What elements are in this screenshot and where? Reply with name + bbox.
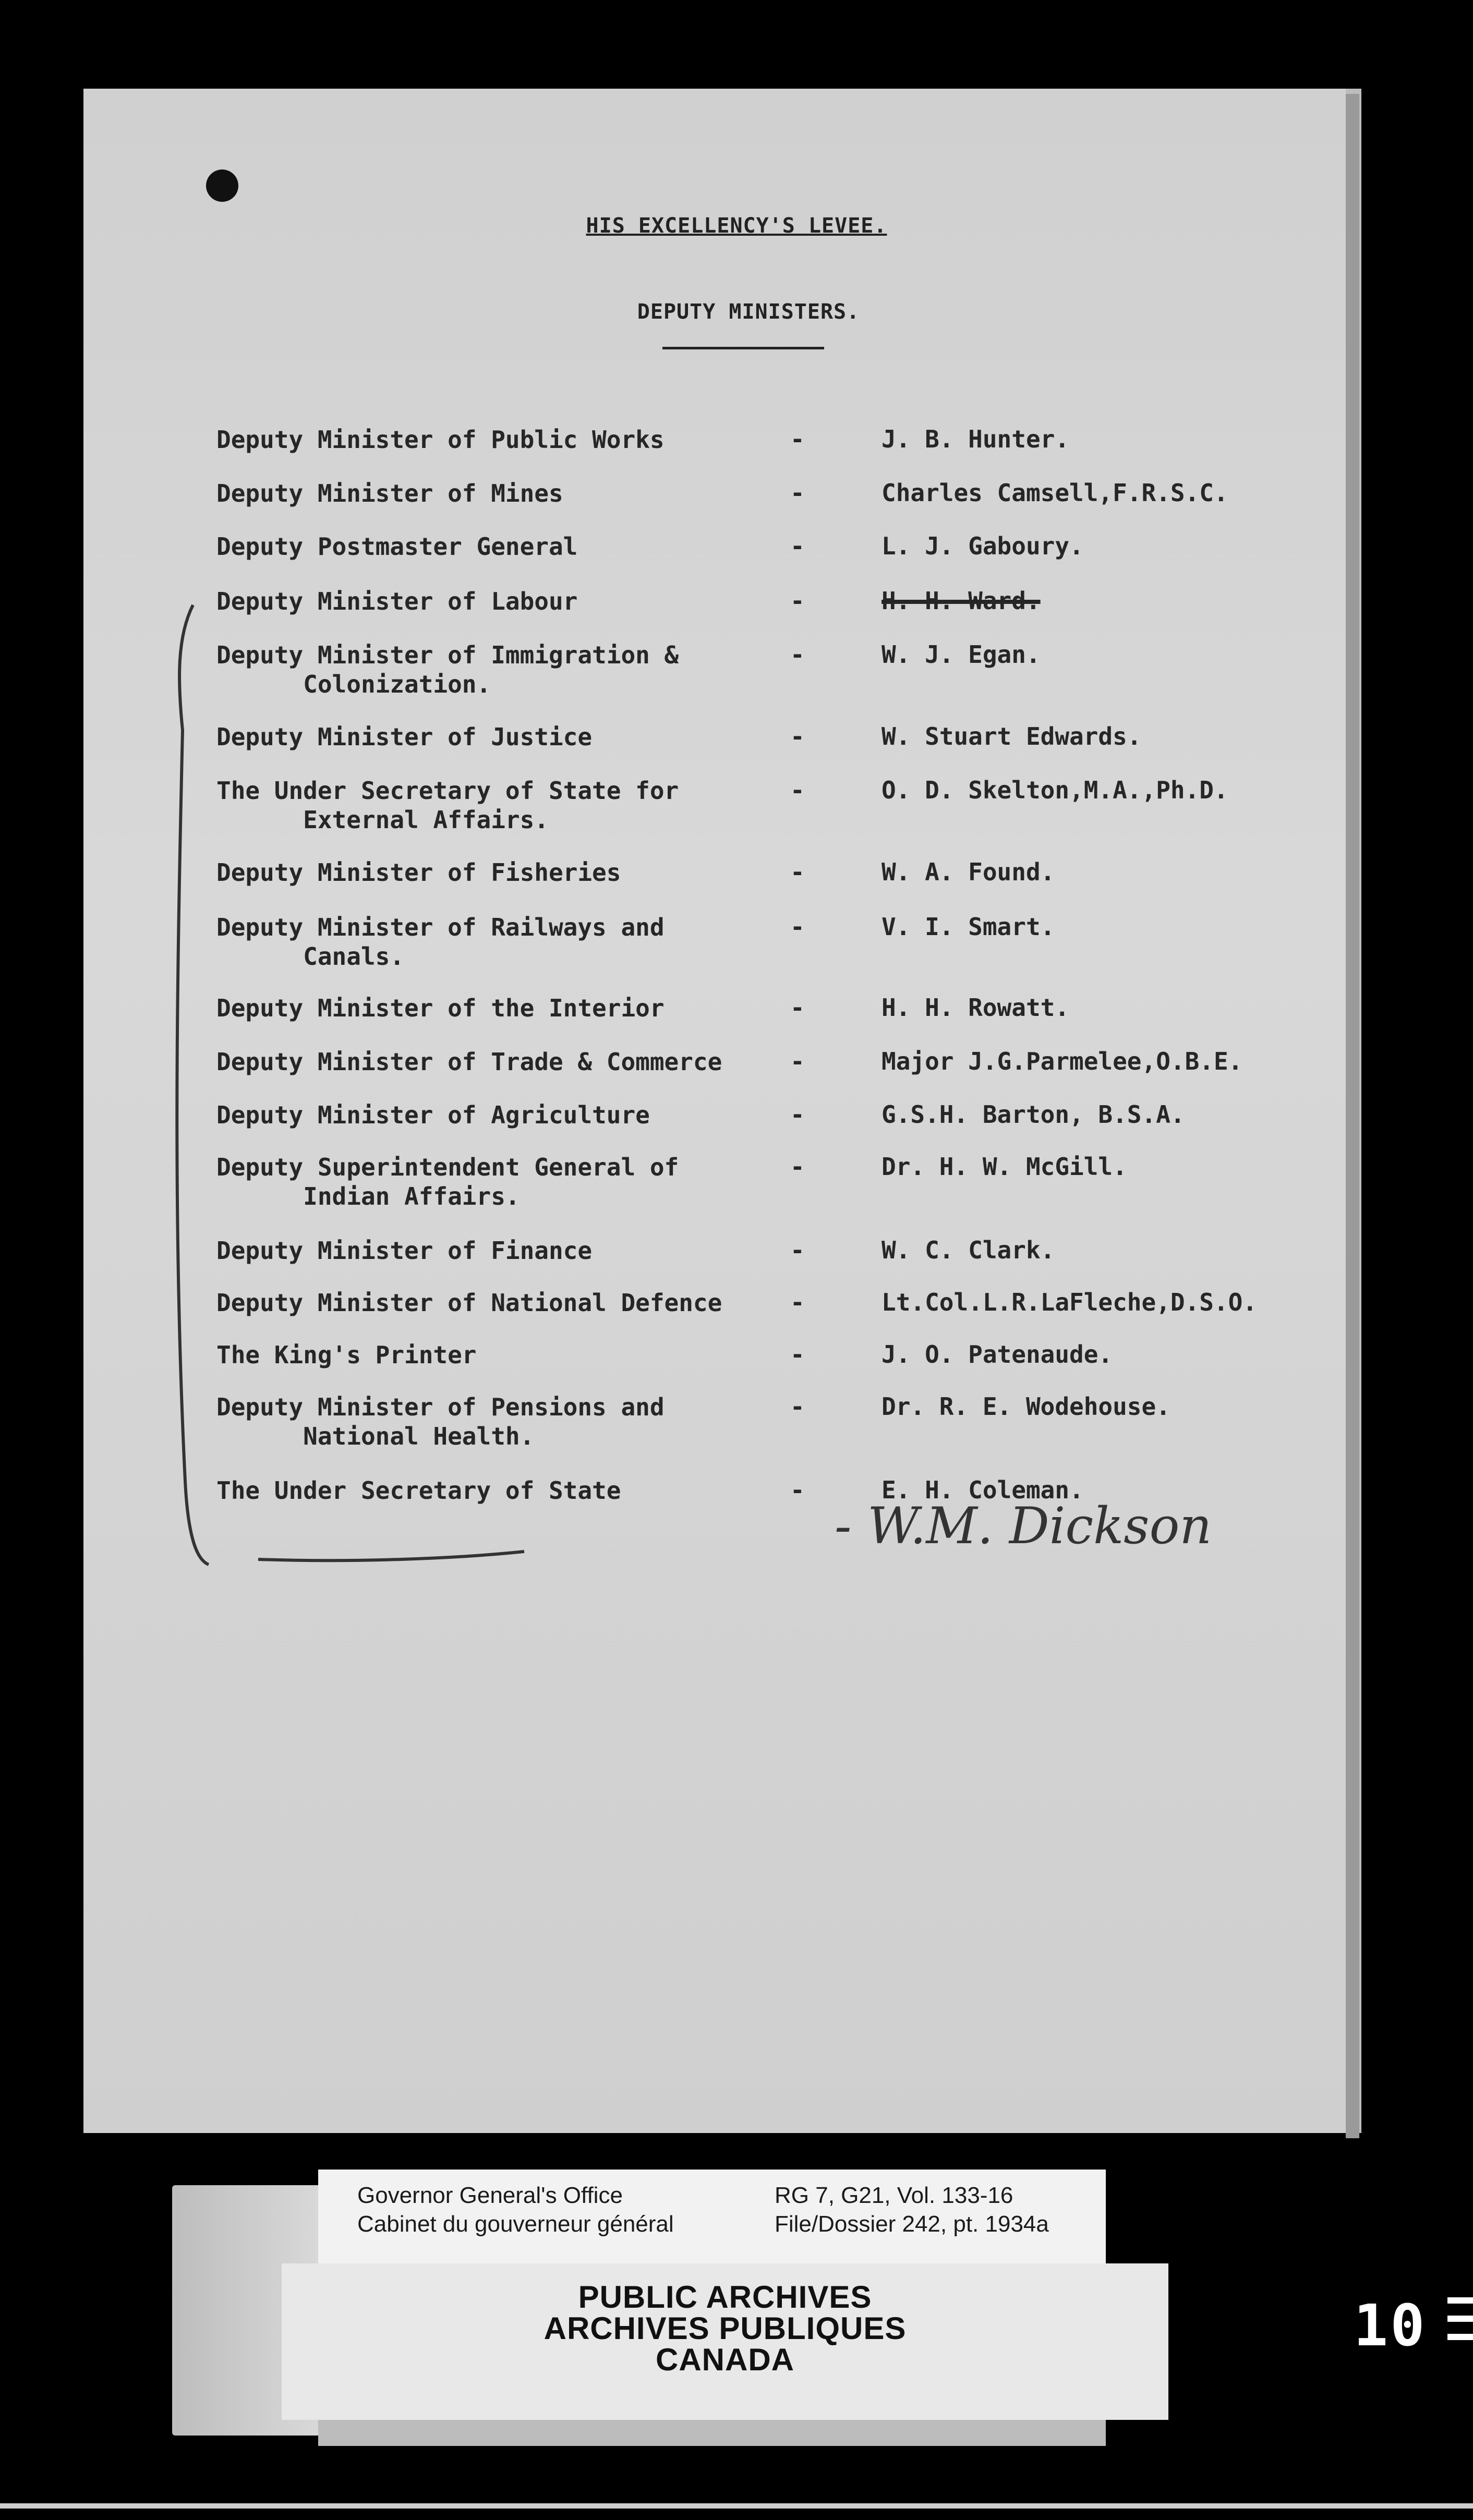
entry-office: The Under Secretary of State xyxy=(216,1476,621,1505)
entry-holder: O. D. Skelton,M.A.,Ph.D. xyxy=(882,776,1228,804)
handwritten-name: - W.M. Dickson xyxy=(835,1497,1212,1555)
entry-office: Deputy Minister of Labour xyxy=(216,587,578,615)
entry-holder: J. B. Hunter. xyxy=(882,425,1070,453)
frame-bar xyxy=(1447,2297,1473,2304)
entry-office: Deputy Superintendent General of Indian Affairs. xyxy=(216,1153,679,1210)
entry-office: Deputy Minister of the Interior xyxy=(216,994,665,1022)
punch-hole xyxy=(206,169,238,202)
entry-office: Deputy Minister of Finance xyxy=(216,1237,593,1265)
entry-office: Deputy Minister of Railways and Canals. xyxy=(216,913,665,971)
entry-office: The Under Secretary of State for External Affairs. xyxy=(216,777,679,834)
archive-office-en: Governor General's Office xyxy=(357,2183,623,2208)
entry-office: The King's Printer xyxy=(216,1341,477,1369)
entry-office: Deputy Minister of Fisheries xyxy=(216,858,621,887)
entry-dash: - xyxy=(790,994,805,1022)
archive-name-fr: ARCHIVES PUBLIQUES xyxy=(544,2311,907,2346)
entry-office: Deputy Minister of Mines xyxy=(216,479,563,507)
archive-office-fr: Cabinet du gouverneur général xyxy=(357,2211,674,2237)
entry-holder: W. J. Egan. xyxy=(882,640,1041,669)
page-edge xyxy=(1346,94,1359,2138)
entry-office: Deputy Minister of Agriculture xyxy=(216,1101,650,1129)
entry-holder: W. C. Clark. xyxy=(882,1236,1055,1264)
entry-holder: Charles Camsell,F.R.S.C. xyxy=(882,479,1228,507)
entry-holder: Lt.Col.L.R.LaFleche,D.S.O. xyxy=(882,1288,1258,1316)
entry-dash: - xyxy=(790,425,805,453)
archive-reference: RG 7, G21, Vol. 133-16 xyxy=(775,2183,1013,2208)
archive-file: File/Dossier 242, pt. 1934a xyxy=(775,2211,1049,2237)
entry-dash: - xyxy=(790,1476,805,1504)
entry-dash: - xyxy=(790,858,805,886)
entry-office: Deputy Minister of National Defence xyxy=(216,1289,722,1317)
entry-office: Deputy Minister of Public Works xyxy=(216,426,665,454)
entry-holder: J. O. Patenaude. xyxy=(882,1340,1113,1368)
subtitle-rule xyxy=(662,347,824,349)
entry-holder: Major J.G.Parmelee,O.B.E. xyxy=(882,1047,1243,1075)
entry-dash: - xyxy=(790,1392,805,1421)
frame-bar xyxy=(1447,2334,1473,2340)
entry-dash: - xyxy=(790,587,805,615)
entry-dash: - xyxy=(790,776,805,804)
entry-holder: Dr. H. W. McGill. xyxy=(882,1153,1127,1181)
entry-office: Deputy Minister of Pensions and National Health. xyxy=(216,1393,665,1450)
entry-office: Deputy Minister of Trade & Commerce xyxy=(216,1048,722,1076)
document-title: HIS EXCELLENCY'S LEVEE. xyxy=(586,214,887,238)
entry-dash: - xyxy=(790,913,805,941)
entry-dash: - xyxy=(790,1100,805,1129)
entry-office: Deputy Minister of Immigration & Colonization. xyxy=(216,641,679,698)
archive-name-en: PUBLIC ARCHIVES xyxy=(578,2280,872,2315)
entry-holder: L. J. Gaboury. xyxy=(882,532,1084,560)
entry-dash: - xyxy=(790,532,805,560)
entry-holder: G.S.H. Barton, B.S.A. xyxy=(882,1100,1185,1129)
archive-card-strip xyxy=(318,2420,1106,2446)
handwritten-underline xyxy=(256,1544,527,1565)
entry-holder: H. H. Rowatt. xyxy=(882,994,1070,1022)
entry-dash: - xyxy=(790,1236,805,1264)
entry-holder: W. Stuart Edwards. xyxy=(882,722,1142,750)
entry-dash: - xyxy=(790,722,805,750)
entry-office: Deputy Minister of Justice xyxy=(216,723,593,751)
film-strip-edge xyxy=(0,2503,1473,2509)
frame-number: 10 xyxy=(1354,2292,1427,2359)
entry-dash: - xyxy=(790,479,805,507)
handwritten-bracket xyxy=(167,595,214,1570)
entry-dash: - xyxy=(790,1288,805,1316)
archive-country: CANADA xyxy=(656,2342,794,2377)
entry-dash: - xyxy=(790,1047,805,1075)
entry-holder: W. A. Found. xyxy=(882,858,1055,886)
entry-holder: Dr. R. E. Wodehouse. xyxy=(882,1392,1170,1421)
entry-office: Deputy Postmaster General xyxy=(216,532,578,561)
document-subtitle: DEPUTY MINISTERS. xyxy=(637,300,860,324)
entry-holder: E. H. Coleman. xyxy=(882,1476,1084,1504)
entry-dash: - xyxy=(790,1340,805,1368)
frame-bar xyxy=(1447,2316,1473,2322)
entry-dash: - xyxy=(790,640,805,669)
entry-dash: - xyxy=(790,1153,805,1181)
entry-holder: V. I. Smart. xyxy=(882,913,1055,941)
entry-holder-struck: H. H. Ward. xyxy=(882,587,1041,615)
